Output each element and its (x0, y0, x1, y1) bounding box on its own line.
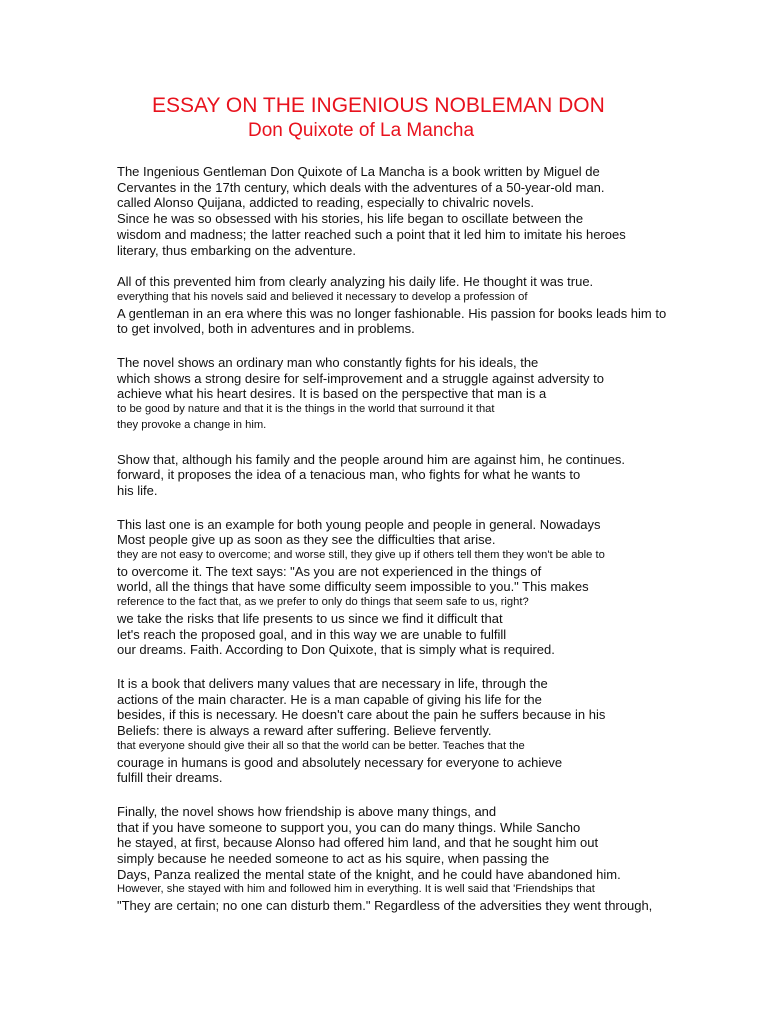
paragraph-line: to overcome it. The text says: "As you are not experienced in the things of (117, 563, 542, 579)
paragraph-line: world, all the things that have some difficulty seem impossible to you." This makes (117, 579, 589, 595)
paragraph-line: his life. (117, 482, 158, 498)
paragraph-1 (117, 164, 697, 258)
paragraph-line: let's reach the proposed goal, and in this way we are unable to fulfill (117, 626, 507, 642)
paragraph-line: that everyone should give their all so that the world can be better. Teaches that the (117, 739, 525, 752)
essay-body (117, 164, 697, 914)
paragraph-line: to get involved, both in adventures and in problems. (117, 321, 415, 337)
paragraph-line: It is a book that delivers many values that are necessary in life, through the (117, 675, 548, 691)
paragraph-line: Finally, the novel shows how friendship is above many things, and (117, 803, 497, 819)
paragraph-line: to be good by nature and that it is the things in the world that surround it that (117, 403, 495, 416)
paragraph-line: our dreams. Faith. According to Don Quixote, that is simply what is required. (117, 642, 555, 658)
essay-subtitle: Don Quixote of La Mancha (248, 120, 475, 141)
paragraph-4 (117, 452, 697, 499)
paragraph-line: Beliefs: there is always a reward after suffering. Believe fervently. (117, 723, 492, 739)
paragraph-line: The novel shows an ordinary man who constantly fights for his ideals, the (117, 355, 539, 371)
paragraph-line: Since he was so obsessed with his stories, his life began to oscillate between the (117, 211, 584, 227)
paragraph-6 (117, 676, 697, 786)
paragraph-line: they are not easy to overcome; and worse still, they give up if others tell them they won't be able to (117, 549, 605, 562)
paragraph-3 (117, 355, 697, 434)
paragraph-line: This last one is an example for both young people and people in general. Nowadays (117, 516, 601, 532)
paragraph-line: Show that, although his family and the people around him are against him, he continues. (117, 451, 626, 467)
paragraph-line: Most people give up as soon as they see the difficulties that arise. (117, 532, 496, 548)
paragraph-line: besides, if this is necessary. He doesn't care about the pain he suffers because in his (117, 707, 606, 723)
paragraph-line: fulfill their dreams. (117, 770, 223, 786)
paragraph-line: we take the risks that life presents to us since we find it difficult that (117, 610, 503, 626)
paragraph-line: "They are certain; no one can disturb them." Regardless of the adversities they went through, (117, 898, 653, 914)
paragraph-line: wisdom and madness; the latter reached such a point that it led him to imitate his heroes (117, 226, 626, 242)
paragraph-line: All of this prevented him from clearly analyzing his daily life. He thought it was true. (117, 274, 594, 290)
paragraph-line: Days, Panza realized the mental state of the knight, and he could have abandoned him. (117, 866, 621, 882)
paragraph-line: which shows a strong desire for self-improvement and a struggle against adversity to (117, 370, 605, 386)
paragraph-7 (117, 804, 697, 914)
paragraph-line: However, she stayed with him and followed him in everything. It is well said that 'Friendships that (117, 883, 595, 896)
paragraph-line: called Alonso Quijana, addicted to reading, especially to chivalric novels. (117, 195, 534, 211)
paragraph-line: courage in humans is good and absolutely necessary for everyone to achieve (117, 754, 563, 770)
paragraph-line: Cervantes in the 17th century, which deals with the adventures of a 50-year-old man. (117, 179, 605, 195)
paragraph-line: A gentleman in an era where this was no longer fashionable. His passion for books leads him to (117, 305, 667, 321)
paragraph-line: achieve what his heart desires. It is based on the perspective that man is a (117, 386, 547, 402)
paragraph-line: they provoke a change in him. (117, 418, 267, 431)
essay-title: ESSAY ON THE INGENIOUS NOBLEMAN DON (152, 94, 605, 117)
paragraph-line: literary, thus embarking on the adventure. (117, 242, 356, 258)
paragraph-2 (117, 274, 697, 337)
paragraph-line: The Ingenious Gentleman Don Quixote of La Mancha is a book written by Miguel de (117, 164, 600, 179)
paragraph-line: simply because he needed someone to act as his squire, when passing the (117, 851, 550, 867)
paragraph-line: forward, it proposes the idea of a tenacious man, who fights for what he wants to (117, 467, 581, 483)
paragraph-line: he stayed, at first, because Alonso had offered him land, and that he sought him out (117, 835, 599, 851)
paragraph-line: that if you have someone to support you, you can do many things. While Sancho (117, 819, 581, 835)
paragraph-line: everything that his novels said and believed it necessary to develop a profession of (117, 290, 528, 303)
paragraph-line: actions of the main character. He is a man capable of giving his life for the (117, 691, 542, 707)
paragraph-5 (117, 517, 697, 658)
paragraph-line: reference to the fact that, as we prefer to only do things that seem safe to us, right? (117, 596, 529, 609)
